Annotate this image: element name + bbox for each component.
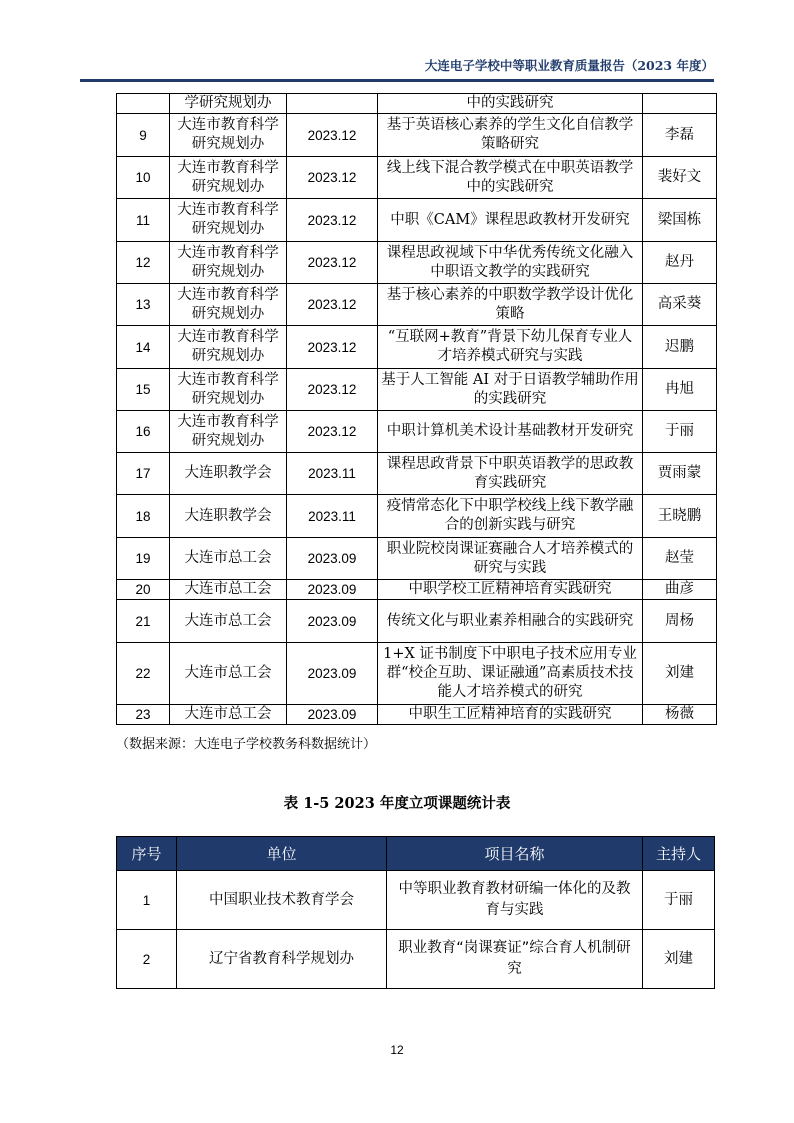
table-row <box>117 284 717 326</box>
unit-cell: 中国职业技术教育学会 <box>177 871 387 930</box>
host-cell: 刘建 <box>643 643 717 705</box>
unit-cell: 大连职教学会 <box>170 495 287 538</box>
host-cell: 于丽 <box>643 411 717 453</box>
row-number-cell: 19 <box>117 538 170 580</box>
data-source-note: （数据来源：大连电子学校教务科数据统计） <box>116 737 377 752</box>
topic-cell: 课程思政视域下中华优秀传统文化融入中职语文教学的实践研究 <box>378 242 643 284</box>
date-cell: 2023.09 <box>287 580 378 600</box>
page-number: 12 <box>390 1043 404 1057</box>
date-cell: 2023.12 <box>287 326 378 369</box>
topic-cell: 中职《CAM》课程思政教材开发研究 <box>378 199 643 242</box>
topic-cell: 职业院校岗课证赛融合人才培养模式的研究与实践 <box>378 538 643 580</box>
host-cell: 曲彦 <box>643 580 717 600</box>
topic-cell: 职业教育“岗课赛证”综合育人机制研究 <box>387 930 643 989</box>
host-cell: 梁国栋 <box>643 199 717 242</box>
table-row <box>117 94 717 114</box>
table-row <box>117 453 717 495</box>
row-number-cell: 23 <box>117 705 170 725</box>
table-header-row <box>117 837 715 871</box>
table-row <box>117 242 717 284</box>
table-row <box>117 871 715 930</box>
table-caption: 表 1-5 2023 年度立项课题统计表 <box>283 795 511 812</box>
row-number-cell: 11 <box>117 199 170 242</box>
host-cell: 冉旭 <box>643 369 717 411</box>
unit-cell: 学研究规划办 <box>170 94 287 114</box>
row-number-cell: 17 <box>117 453 170 495</box>
row-number-cell: 15 <box>117 369 170 411</box>
topic-cell: 传统文化与职业素养相融合的实践研究 <box>378 600 643 643</box>
host-cell: 赵丹 <box>643 242 717 284</box>
host-cell: 李磊 <box>643 114 717 157</box>
row-number-cell: 9 <box>117 114 170 157</box>
table-row <box>117 930 715 989</box>
row-number-cell: 22 <box>117 643 170 705</box>
row-number-cell: 13 <box>117 284 170 326</box>
topic-cell: 基于核心素养的中职数学教学设计优化策略 <box>378 284 643 326</box>
row-number-cell: 10 <box>117 157 170 199</box>
report-header-title: 大连电子学校中等职业教育质量报告（2023 年度） <box>424 58 714 73</box>
host-cell: 刘建 <box>643 930 715 989</box>
unit-cell: 大连市总工会 <box>170 538 287 580</box>
row-number-cell <box>117 94 170 114</box>
unit-cell: 大连市教育科学研究规划办 <box>170 369 287 411</box>
unit-cell: 大连市总工会 <box>170 643 287 705</box>
table-row <box>117 411 717 453</box>
host-cell: 裴好文 <box>643 157 717 199</box>
topic-cell: 中的实践研究 <box>378 94 643 114</box>
unit-cell: 大连市总工会 <box>170 705 287 725</box>
date-cell: 2023.12 <box>287 157 378 199</box>
unit-cell: 大连职教学会 <box>170 453 287 495</box>
row-number-cell: 2 <box>117 930 177 989</box>
header-cell-no: 序号 <box>117 837 177 871</box>
unit-cell: 大连市教育科学研究规划办 <box>170 157 287 199</box>
unit-cell: 大连市总工会 <box>170 600 287 643</box>
row-number-cell: 20 <box>117 580 170 600</box>
date-cell: 2023.09 <box>287 705 378 725</box>
table-row <box>117 114 717 157</box>
row-number-cell: 1 <box>117 871 177 930</box>
date-cell: 2023.12 <box>287 242 378 284</box>
topic-cell: 疫情常态化下中职学校线上线下教学融合的创新实践与研究 <box>378 495 643 538</box>
table-row <box>117 705 717 725</box>
topic-cell: “互联网+教育”背景下幼儿保育专业人才培养模式研究与实践 <box>378 326 643 369</box>
unit-cell: 大连市总工会 <box>170 580 287 600</box>
topic-cell: 线上线下混合教学模式在中职英语教学中的实践研究 <box>378 157 643 199</box>
host-cell: 于丽 <box>643 871 715 930</box>
host-cell <box>643 94 717 114</box>
unit-cell: 大连市教育科学研究规划办 <box>170 284 287 326</box>
topic-cell: 1+X 证书制度下中职电子技术应用专业群“校企互助、课证融通”高素质技术技能人才培养模式的研究 <box>378 643 643 705</box>
date-cell: 2023.11 <box>287 453 378 495</box>
host-cell: 杨薇 <box>643 705 717 725</box>
date-cell: 2023.09 <box>287 643 378 705</box>
unit-cell: 大连市教育科学研究规划办 <box>170 199 287 242</box>
projects-2023-table <box>116 836 715 989</box>
header-cell-topic: 项目名称 <box>387 837 643 871</box>
date-cell <box>287 94 378 114</box>
table-row <box>117 495 717 538</box>
date-cell: 2023.12 <box>287 411 378 453</box>
table-row <box>117 538 717 580</box>
unit-cell: 大连市教育科学研究规划办 <box>170 326 287 369</box>
table-row <box>117 643 717 705</box>
header-cell-unit: 单位 <box>177 837 387 871</box>
table-row <box>117 600 717 643</box>
date-cell: 2023.12 <box>287 369 378 411</box>
host-cell: 迟鹏 <box>643 326 717 369</box>
date-cell: 2023.12 <box>287 114 378 157</box>
row-number-cell: 12 <box>117 242 170 284</box>
table-row <box>117 580 717 600</box>
table-row <box>117 326 717 369</box>
research-projects-table-continued <box>116 93 717 725</box>
date-cell: 2023.09 <box>287 600 378 643</box>
row-number-cell: 16 <box>117 411 170 453</box>
topic-cell: 基于英语核心素养的学生文化自信教学策略研究 <box>378 114 643 157</box>
header-cell-host: 主持人 <box>643 837 715 871</box>
host-cell: 高采葵 <box>643 284 717 326</box>
table-row <box>117 369 717 411</box>
topic-cell: 中职生工匠精神培育的实践研究 <box>378 705 643 725</box>
host-cell: 王晓鹏 <box>643 495 717 538</box>
row-number-cell: 18 <box>117 495 170 538</box>
host-cell: 赵莹 <box>643 538 717 580</box>
header-divider <box>80 79 714 82</box>
topic-cell: 中职学校工匠精神培育实践研究 <box>378 580 643 600</box>
topic-cell: 中等职业教育教材研编一体化的及教育与实践 <box>387 871 643 930</box>
date-cell: 2023.09 <box>287 538 378 580</box>
topic-cell: 课程思政背景下中职英语教学的思政教育实践研究 <box>378 453 643 495</box>
unit-cell: 大连市教育科学研究规划办 <box>170 242 287 284</box>
host-cell: 贾雨蒙 <box>643 453 717 495</box>
unit-cell: 辽宁省教育科学规划办 <box>177 930 387 989</box>
table-row <box>117 157 717 199</box>
host-cell: 周杨 <box>643 600 717 643</box>
unit-cell: 大连市教育科学研究规划办 <box>170 114 287 157</box>
unit-cell: 大连市教育科学研究规划办 <box>170 411 287 453</box>
date-cell: 2023.12 <box>287 199 378 242</box>
table-row <box>117 199 717 242</box>
topic-cell: 中职计算机美术设计基础教材开发研究 <box>378 411 643 453</box>
topic-cell: 基于人工智能 AI 对于日语教学辅助作用的实践研究 <box>378 369 643 411</box>
row-number-cell: 14 <box>117 326 170 369</box>
date-cell: 2023.11 <box>287 495 378 538</box>
date-cell: 2023.12 <box>287 284 378 326</box>
row-number-cell: 21 <box>117 600 170 643</box>
